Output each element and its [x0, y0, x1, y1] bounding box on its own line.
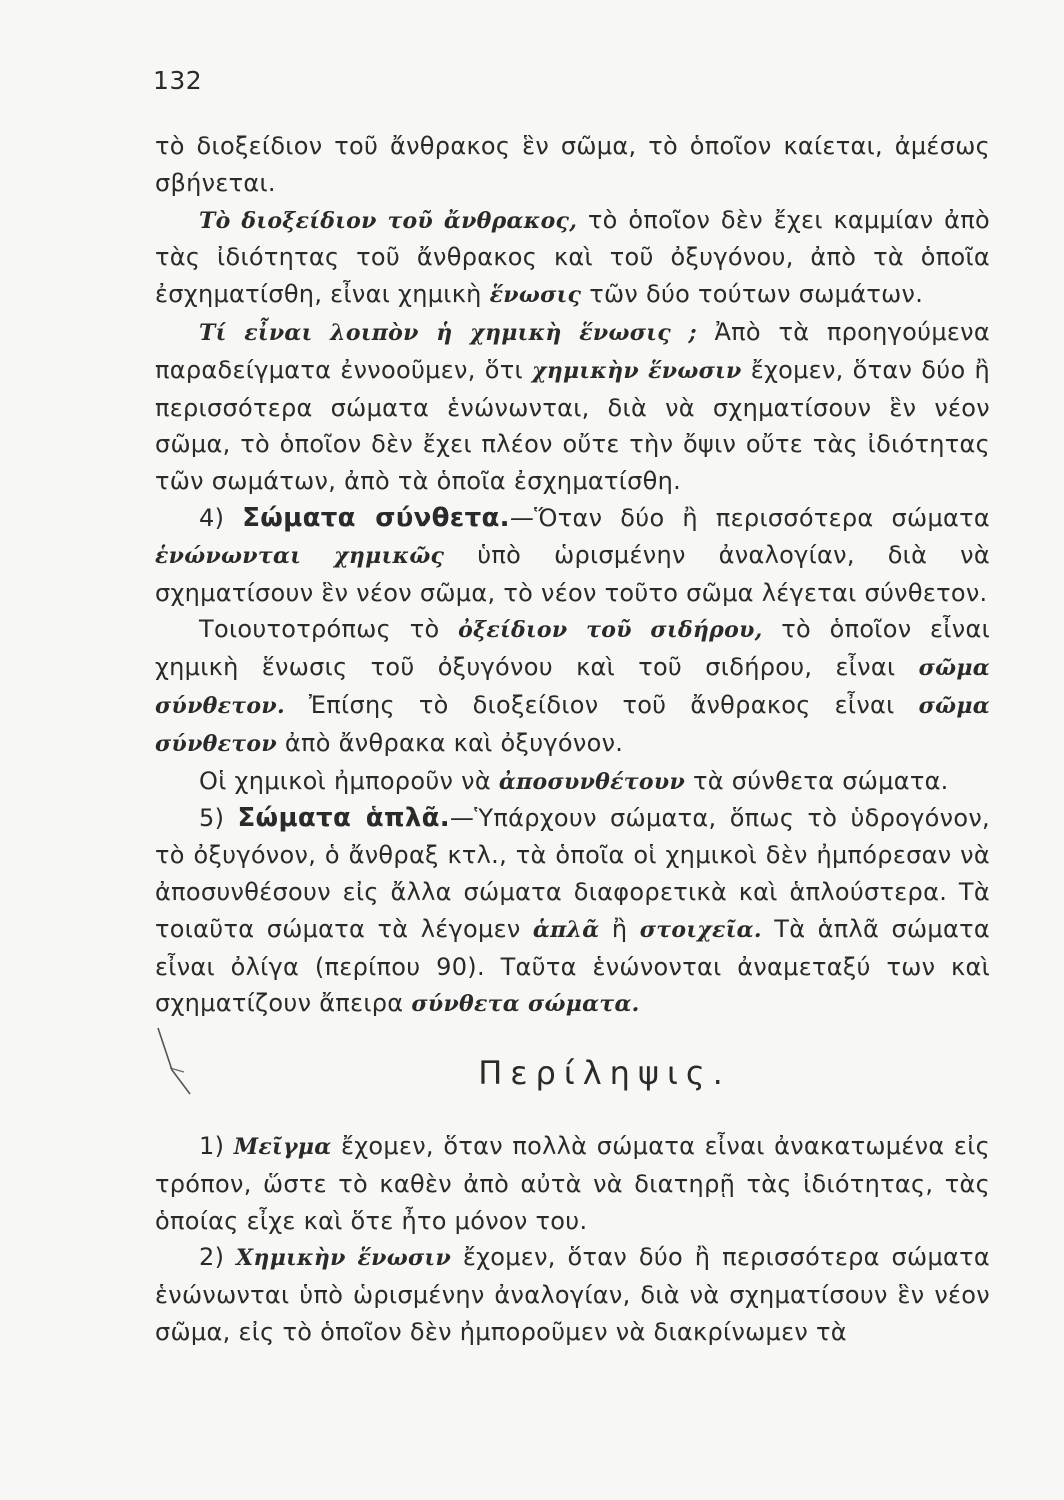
paragraph-text: ἀπὸ ἄνθρακα καὶ ὀξυγόνον.	[276, 728, 624, 757]
section-heading: Σώματα σύνθετα.	[242, 502, 510, 533]
paragraph-text: τὸ ὁποῖον δὲν ἔχει καμμίαν ἀπὸ τὰς ἰδιότητας τοῦ ἄνθρακος καὶ τοῦ ὀξυγόνου, ἀπὸ τὰ ὁποῖα ἐσχηματίσθη, εἶναι χημικὴ	[155, 205, 991, 309]
summary-item-1	[155, 1128, 990, 1239]
paragraph-text: Τὰ ἁπλᾶ σώματα εἶναι ὀλίγα (περίπου 90). Ταῦτα ἑνώνονται ἀναμεταξύ των καὶ σχηματίζουν ἄπειρα	[155, 914, 990, 1018]
paragraph-text: ὑπὸ ὡρισμένην ἀναλογίαν, διὰ νὰ σχηματίσουν ἓν νέον σῶμα, τὸ νέον τοῦτο σῶμα λέγεται σύνθετον.	[155, 540, 990, 607]
emphasis-term: ἕνωσις	[489, 282, 582, 309]
paragraph-text: Ἀπὸ τὰ προηγούμενα παραδείγματα ἐννοοῦμεν, ὅτι	[155, 317, 990, 384]
paragraph-6	[155, 763, 990, 801]
page-number: 132	[153, 66, 203, 95]
emphasis-question: Τί εἶναι λοιπὸν ἡ χημικὴ ἕνωσις ;	[199, 319, 697, 346]
paragraph-3	[155, 314, 990, 500]
paragraph-text: ἔχομεν, ὅταν πολλὰ σώματα εἶναι ἀνακατωμένα εἰς τρόπον, ὥστε τὸ καθὲν ἀπὸ αὐτὰ νὰ διατηρῇ τὰς ἰδιότητας, τὰς ὁποίας εἶχε καὶ ὅτε ἦτο μόνον του.	[155, 1132, 990, 1235]
paragraph-text: Τοιουτοτρόπως τὸ	[199, 615, 459, 644]
summary-number: 2)	[199, 1243, 225, 1272]
emphasis-term: Χημικὴν ἕνωσιν	[236, 1245, 452, 1272]
summary-number: 1)	[199, 1132, 225, 1160]
emphasis-term: ὀξείδιον τοῦ σιδήρου,	[458, 617, 763, 644]
emphasis-term: Τὸ διοξείδιον τοῦ ἄνθρακος,	[199, 207, 578, 234]
emphasis-term: Μεῖγμα	[233, 1134, 332, 1160]
section-number: 5)	[199, 804, 225, 833]
paragraph-text: ἢ	[599, 914, 640, 943]
paragraph-7	[155, 800, 990, 1023]
paragraph-text: τὸ ὁποῖον εἶναι χημικὴ ἕνωσις τοῦ ὀξυγόνου καὶ τοῦ σιδήρου, εἶναι	[155, 615, 990, 682]
paragraph-text: τῶν δύο τούτων σωμάτων.	[581, 280, 924, 309]
section-number: 4)	[199, 503, 225, 532]
paragraph-5	[155, 611, 990, 762]
paragraph-text: ἔχομεν, ὅταν δύο ἢ περισσότερα σώματα ἑνώνωνται ὑπὸ ὡρισμένην ἀναλογίαν, διὰ νὰ σχηματίσουν ἓν νέον σῶμα, εἰς τὸ ὁποῖον δὲν ἠμποροῦμεν νὰ διακρίνωμεν τὰ	[155, 1243, 990, 1346]
emphasis-term: ἁπλᾶ	[532, 916, 600, 943]
emphasis-term: ἑνώνωνται χημικῶς	[155, 542, 445, 569]
paragraph-4	[155, 500, 990, 611]
paragraph-text: —Ὑπάρχουν σώματα, ὅπως τὸ ὑδρογόνον, τὸ ὀξυγόνον, ὁ ἄνθραξ κτλ., τὰ ὁποῖα οἱ χημικοὶ δὲν ἠμπόρεσαν νὰ ἀποσυνθέσουν εἰς ἄλλα σώματα διαφορετικὰ καὶ ἁπλούστερα. Τὰ τοιαῦτα σώματα τὰ λέγομεν	[155, 804, 990, 943]
emphasis-term: ἀποσυνθέτουν	[498, 768, 686, 795]
main-text	[155, 128, 990, 1023]
summary-title: Περίληψις.	[478, 1054, 731, 1092]
summary-text	[155, 1128, 990, 1351]
emphasis-term: χημικὴν ἕνωσιν	[531, 357, 742, 384]
emphasis-term: στοιχεῖα.	[639, 916, 762, 943]
paragraph-text: Οἱ χημικοὶ ἠμποροῦν νὰ	[199, 766, 499, 795]
paragraph-text: —Ὅταν δύο ἢ περισσότερα σώματα	[509, 503, 991, 532]
emphasis-term: σῶμα σύνθετον.	[155, 655, 990, 719]
emphasis-term: σύνθετα σώματα.	[411, 991, 640, 1018]
section-heading: Σώματα ἁπλᾶ.	[237, 803, 450, 834]
paragraph-text: ἔχομεν, ὅταν δύο ἢ περισσότερα σώματα ἑνώνωνται, διὰ νὰ σχηματίσουν ἓν νέον σῶμα, τὸ ὁποῖον δὲν ἔχει πλέον οὔτε τὴν ὄψιν οὔτε τὰς ἰδιότητας τῶν σωμάτων, ἀπὸ τὰ ὁποῖα ἐσχηματίσθη.	[155, 355, 991, 496]
emphasis-term: σῶμα σύνθετον	[155, 692, 990, 757]
paragraph-text: τὰ σύνθετα σώματα.	[685, 766, 949, 795]
paragraph-text: τὸ διοξείδιον τοῦ ἄνθρακος ἓν σῶμα, τὸ ὁποῖον καίεται, ἀμέσως σβήνεται.	[155, 132, 990, 197]
summary-item-2	[155, 1239, 990, 1350]
paragraph-2	[155, 202, 990, 314]
paragraph-1	[155, 128, 990, 202]
paragraph-text: Ἐπίσης τὸ διοξείδιον τοῦ ἄνθρακος εἶναι	[284, 690, 919, 719]
